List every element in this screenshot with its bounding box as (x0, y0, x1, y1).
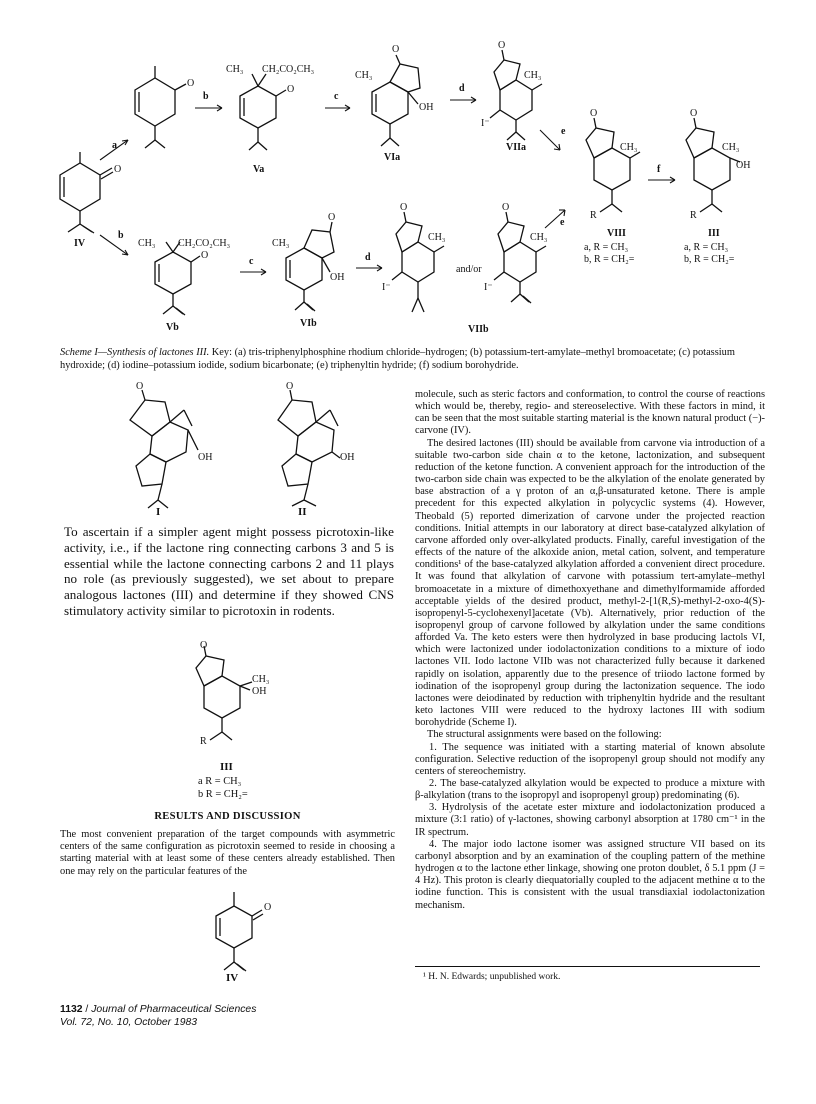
scheme-caption-key: Key: (a) tris-triphenylphosphine rhodium chloride–hydrogen; (b) potassium-tert-amylate–methyl bromoacetate; (c) potassium hydroxide; (d) iodine–potassium iodide, sodium bicarbonate; (e) triphenyltin hydride; (f) sodium borohydride. (60, 347, 735, 371)
right-column (415, 389, 765, 912)
right-list-item-4: 4. The major iodo lactone isomer was assigned structure VII based on its carbonyl absorption and by an examination of the coupling pattern of the methine hydrogen α to the lactone ether linkage, showing one proton doublet, δ 5.1 ppm (J = 4 Hz). This proton is clearly diequatorially coupled to the adjacent methine α to the iodine function. This is consistent with the usual transdiaxial iodolactonization mechanism. (415, 838, 765, 911)
structure-label-II: II (298, 506, 307, 518)
label-CH3: CH₃ (252, 674, 270, 685)
journal-footer: 1132 / Journal of Pharmaceutical Sciences Vol. 72, No. 10, October 1983 (60, 1004, 257, 1028)
intro-paragraph: To ascertain if a simpler agent might possess picrotoxin-like activity, i.e., if the lactone ring connecting carbons 3 and 5 is essential while the lactone connecting carbons 2 and 11 plays no role (as previously suggested), we set about to prepare analogous lactones (III) and determine if they showed CNS stimulatory activity similar to picrotoxin in rodents. (64, 524, 394, 618)
compound-label-VIb: VIb (300, 318, 317, 329)
right-list-item-2: 2. The base-catalyzed alkylation would be expected to produce a mixture with β-alkylation (trans to the isopropyl and isopropenyl group) predominating (6). (415, 778, 765, 802)
label-CH2CO2CH3: CH₂CO₂CH₃ (178, 238, 231, 249)
label-CH2CO2CH3: CH₂CO₂CH₃ (262, 64, 315, 75)
label-R: R (590, 210, 597, 221)
results-heading: RESULTS AND DISCUSSION (154, 811, 301, 822)
label-O: O (392, 44, 400, 55)
label-O: O (264, 902, 272, 913)
compound-label-VIIa: VIIa (506, 142, 527, 153)
compound-label-VIII: VIII (607, 228, 626, 239)
label-I: I⁻ (382, 282, 391, 293)
right-paragraph-3: The structural assignments were based on the following: (427, 729, 662, 741)
label-CH3: CH₃ (138, 238, 156, 249)
compound-VIb-structure (286, 222, 334, 311)
structure-III-variant-a: a R = CH₃ (198, 776, 242, 787)
arrow-label-f: f (657, 164, 661, 175)
right-list-item-1: 1. The sequence was initiated with a starting material of known absolute configuration. Selective reduction of the isopropenyl group should not modify any centers of stereochemistry. (415, 741, 765, 777)
arrow-label-b: b (203, 91, 209, 102)
label-CH3: CH₃ (530, 232, 548, 243)
scheme-caption (60, 347, 765, 372)
arrow-label-b: b (118, 230, 124, 241)
label-CH3: CH₃ (722, 142, 740, 153)
label-CH3: CH₃ (272, 238, 290, 249)
label-CH3: CH₃ (428, 232, 446, 243)
arrow-label-c: c (249, 256, 254, 267)
right-paragraph-2: The desired lactones (III) should be available from carvone via introduction of a suitable two-carbon side chain α to the ketone, lactonization, and subsequent reduction of the ketone function. A convenient approach for the introduction of the two-carbon side chain was expected to be the alkylation of the enolate generated by base abstraction of a γ proton of an α,β-unsaturated ketone. There is ample precedent for this expected alkylation in polycyclic systems (4). However, Theobald (5) reported dimerization of carvone under the projected reaction conditions. Initial attempts in our laboratory at direct base-catalyzed alkylation of carvone afforded only over-alkylated products. Finally, careful investigation of the effects of the nature of the alkoxide anion, metal cation, solvent, and temperature conditions¹ of the base-catalyzed alkylation afforded a convenient direct procedure. It was found that alkylation of carvone with potassium tert-amylate–methyl bromoacetate in a mixture of dimethoxyethane and dimethylformamide afforded acceptable yields of the desired product, methyl-2-[1(R,S)-methyl-2-oxo-4(S)-isopropenyl-5-cyclohexenyl]acetate (Vb). Alternatively, prior reduction of the isopropenyl group of carvone followed by alkylation under the same conditions afforded Va. The keto esters were then hydrolyzed in base producing lactols VI, which were lactonized under iodolactonization conditions to a mixture of iodo lactones VII. Iodo lactone VIIb was not characterized fully because it darkened rapidly on isolation, apparently due to the presence of triiodo lactone formed by iodination of the isopropenyl group during the lactonization sequence. The iodo lactones were deiodinated by reduction with triphenyltin hydride and the resultant keto lactones VIII were reduced to the hydroxy lactones III with sodium borohydride (Scheme I). (415, 437, 765, 729)
and-or-label: and/or (456, 264, 482, 275)
iii-variant-b: b, R = CH₂= (684, 254, 735, 265)
compound-Va-structure (240, 74, 286, 150)
label-I: I⁻ (481, 118, 490, 129)
label-OH: OH (340, 452, 355, 463)
compound-Vb-structure (155, 242, 200, 315)
compound-VIIb-structure-2 (494, 212, 546, 303)
label-O: O (287, 84, 295, 95)
label-O: O (328, 212, 336, 223)
structure-I (130, 390, 198, 508)
footnote-rule (415, 966, 760, 967)
label-O: O (498, 40, 506, 51)
label-O: O (286, 381, 294, 392)
label-OH: OH (330, 272, 345, 283)
label-O: O (201, 250, 209, 261)
structure-label-IV: IV (226, 972, 239, 984)
compound-IV-structure (60, 152, 113, 233)
label-O: O (187, 78, 195, 89)
label-O: O (114, 164, 122, 175)
structure-label-III: III (220, 761, 233, 773)
compound-VIII-structure (586, 118, 640, 212)
structure-III-figure (180, 648, 300, 758)
structure-label-I: I (156, 506, 161, 518)
compound-VIIa-structure (490, 50, 542, 140)
label-OH: OH (736, 160, 751, 171)
iii-variant-a: a, R = CH₃ (684, 242, 729, 253)
compound-label-III: III (708, 228, 720, 239)
compound-III-structure (686, 118, 740, 212)
label-I: I⁻ (484, 282, 493, 293)
label-OH: OH (252, 686, 267, 697)
label-O: O (400, 202, 408, 213)
arrow-label-d: d (459, 83, 465, 94)
arrow-label-a: a (112, 140, 117, 151)
arrow-label-c: c (334, 91, 339, 102)
label-O: O (136, 381, 144, 392)
label-O: O (502, 202, 510, 213)
label-OH: OH (419, 102, 434, 113)
compound-label-Vb: Vb (166, 322, 179, 333)
label-R: R (200, 736, 207, 747)
footnote: ¹ H. N. Edwards; unpublished work. (423, 972, 561, 982)
compound-dihydrocarvone-structure (135, 66, 186, 148)
viii-variant-a: a, R = CH₃ (584, 242, 629, 253)
compound-label-VIIb: VIIb (468, 324, 489, 335)
label-CH3: CH₃ (355, 70, 373, 81)
right-paragraph-1: molecule, such as steric factors and conformation, to control the course of reactions which would be, thereby, regio- and stereoselective. With these factors in mind, it can be seen that the most suitable starting material is the known natural product (−)-carvone (IV). (415, 389, 765, 437)
label-O: O (200, 640, 208, 651)
label-O: O (690, 108, 698, 119)
arrow-label-e: e (561, 126, 566, 137)
label-CH3: CH₃ (226, 64, 244, 75)
arrow-label-e: e (560, 217, 565, 228)
page-number: 1132 (60, 1004, 83, 1015)
scheme-svg (0, 0, 816, 345)
right-list-item-3: 3. Hydrolysis of the acetate ester mixture and iodolactonization produced a mixture (3:1 ratio) of γ-lactones, showing carbonyl absorption at 1780 cm⁻¹ in the IR spectrum. (415, 802, 765, 838)
label-CH3: CH₃ (524, 70, 542, 81)
journal-issue: Vol. 72, No. 10, October 1983 (60, 1017, 198, 1028)
scheme-caption-title: Scheme I—Synthesis of lactones III. (60, 347, 210, 358)
structure-IV-figure (196, 886, 276, 986)
arrow-label-d: d (365, 252, 371, 263)
compound-label-IV: IV (74, 238, 86, 249)
compound-label-Va: Va (253, 164, 265, 175)
label-O: O (590, 108, 598, 119)
compound-VIIb-structure-1 (392, 212, 444, 312)
structures-I-II (100, 380, 400, 520)
label-CH3: CH₃ (620, 142, 638, 153)
compound-label-VIa: VIa (384, 152, 401, 163)
label-R: R (690, 210, 697, 221)
viii-variant-b: b, R = CH₂= (584, 254, 635, 265)
journal-name: Journal of Pharmaceutical Sciences (91, 1004, 257, 1015)
compound-VIa-structure (372, 55, 420, 146)
results-paragraph: The most convenient preparation of the target compounds with asymmetric centers of the same configuration as picrotoxin seemed to reside in choosing a starting material with at least some of these centers already established. Then one may rely on the particular features of the (60, 829, 395, 877)
label-OH: OH (198, 452, 213, 463)
structure-III-variant-b: b R = CH₂= (198, 789, 248, 800)
structure-II (278, 390, 340, 506)
